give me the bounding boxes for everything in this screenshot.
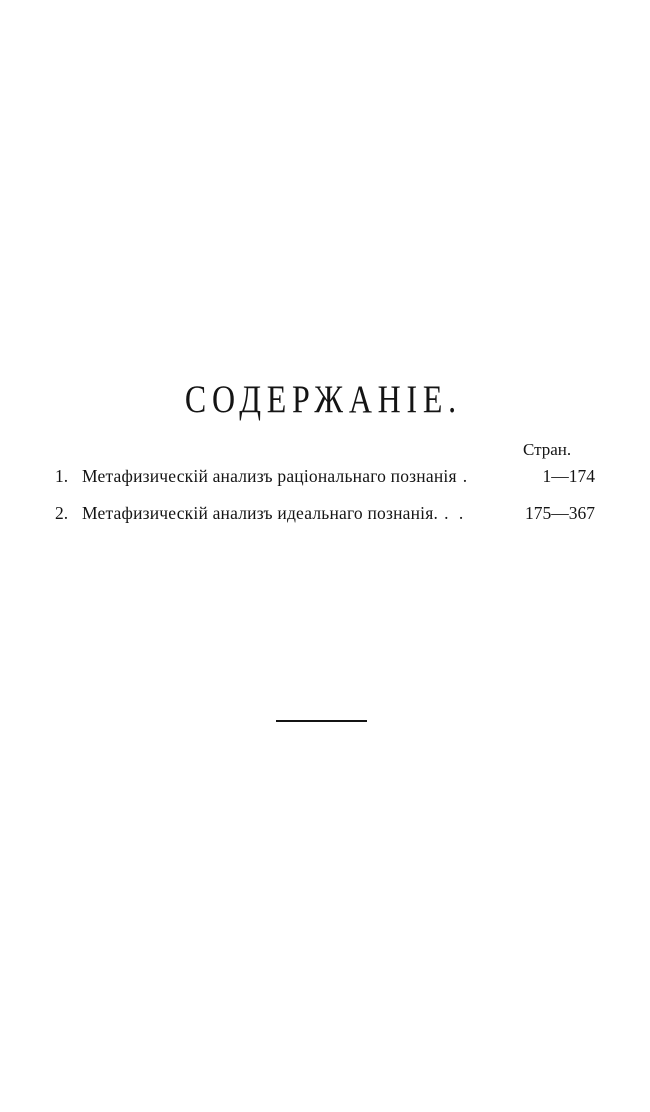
toc-entry — [55, 502, 595, 524]
toc-entry-pages: 1—174 — [542, 466, 595, 486]
pages-column-heading: Стран. — [523, 440, 572, 459]
toc-entry-number: 2. — [55, 503, 69, 523]
toc-entry-pages: 175—367 — [525, 503, 595, 523]
toc-entry-leader: . . — [444, 503, 467, 523]
toc-entry-leader: . — [462, 466, 471, 486]
page-title: СОДЕРЖАНIЕ. — [184, 378, 462, 421]
toc-entry — [55, 465, 595, 487]
toc-entry-title: Метафизическiй анализъ рацiональнаго познанiя — [82, 466, 457, 486]
closing-rule — [276, 720, 367, 722]
toc-entry-title: Метафизическiй анализъ идеальнаго познанiя. — [82, 503, 439, 523]
toc-entry-number: 1. — [55, 466, 69, 486]
